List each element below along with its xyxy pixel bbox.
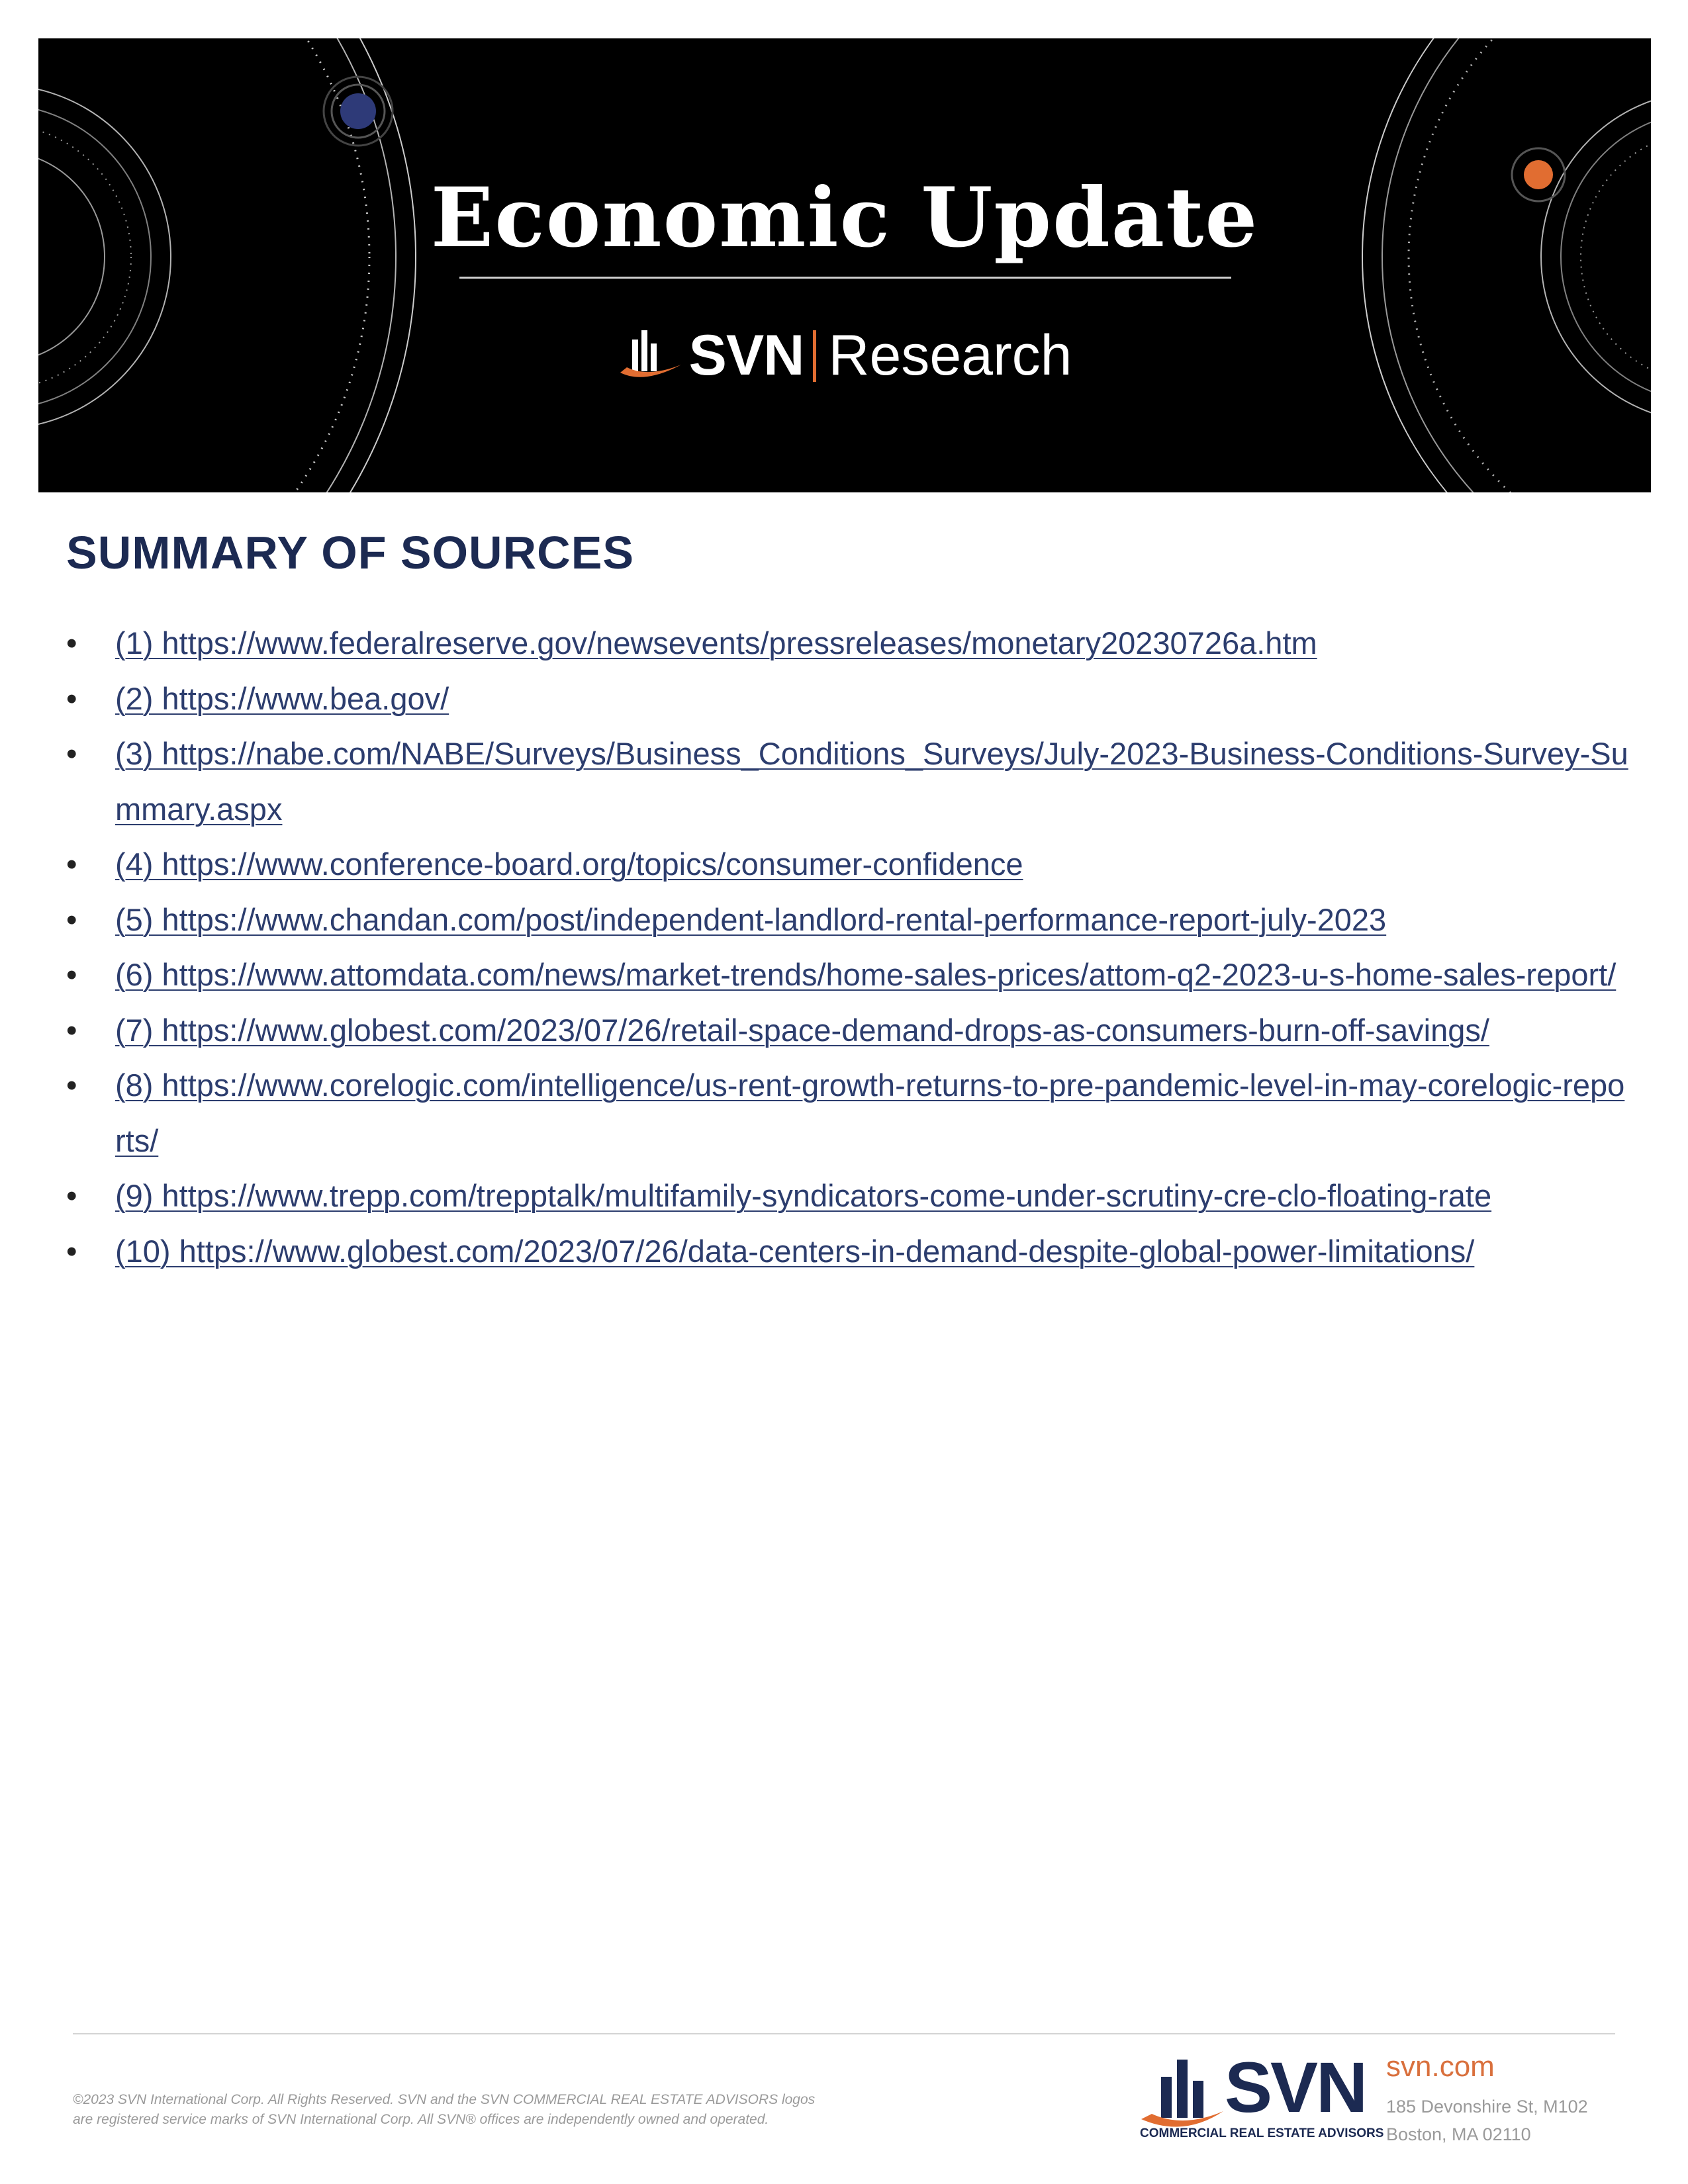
sources-list [66, 615, 1628, 1279]
list-item [66, 947, 1628, 1003]
brand-lockup [38, 323, 1651, 388]
source-link-5[interactable]: (5) https://www.chandan.com/post/independent-landlord-rental-performance-report-july-2023 [115, 901, 1387, 937]
source-link-10[interactable]: (10) https://www.globest.com/2023/07/26/data-centers-in-demand-despite-global-power-limitations/ [115, 1233, 1475, 1269]
address-line-1: 185 Devonshire St, M102 [1386, 2097, 1588, 2116]
svn-logo-icon [618, 326, 684, 386]
brand-separator [813, 330, 816, 382]
source-link-8[interactable]: (8) https://www.corelogic.com/intelligence/us-rent-growth-returns-to-pre-pandemic-level-in-may-corelogic-reports/ [115, 1068, 1625, 1158]
source-link-6[interactable]: (6) https://www.attomdata.com/news/market-trends/home-sales-prices/attom-q2-2023-u-s-home-sales-report/ [115, 957, 1617, 992]
list-item [66, 1168, 1628, 1224]
source-link-4[interactable]: (4) https://www.conference-board.org/topics/consumer-confidence [115, 846, 1023, 882]
bullet-icon: • [66, 625, 77, 660]
footer-tagline: COMMERCIAL REAL ESTATE ADVISORS [1140, 2126, 1384, 2140]
header-banner [38, 38, 1651, 492]
list-item [66, 837, 1628, 892]
source-link-2[interactable]: (2) https://www.bea.gov/ [115, 680, 449, 716]
list-item [66, 1003, 1628, 1058]
title-divider [459, 277, 1231, 279]
address-line-2: Boston, MA 02110 [1386, 2124, 1531, 2144]
list-item [66, 726, 1628, 837]
list-item [66, 615, 1628, 671]
source-link-1[interactable]: (1) https://www.federalreserve.gov/newsevents/pressreleases/monetary20230726a.htm [115, 625, 1317, 660]
bullet-icon: • [66, 957, 77, 992]
bullet-icon: • [66, 846, 77, 882]
website-link[interactable]: svn.com [1386, 2050, 1495, 2083]
footer-logo-text: SVN [1225, 2047, 1366, 2127]
list-item [66, 1058, 1628, 1168]
section-title: SUMMARY OF SOURCES [66, 527, 635, 578]
bullet-icon: • [66, 736, 77, 771]
source-link-9[interactable]: (9) https://www.trepp.com/trepptalk/multifamily-syndicators-come-under-scrutiny-cre-clo-floating-rate [115, 1178, 1492, 1213]
page-title: Economic Update [430, 170, 1259, 266]
bullet-icon: • [66, 1068, 77, 1103]
source-link-3[interactable]: (3) https://nabe.com/NABE/Surveys/Business_Conditions_Surveys/July-2023-Business-Conditions-Survey-Summary.aspx [115, 736, 1628, 827]
legal-line-1: ©2023 SVN International Corp. All Rights Reserved. SVN and the SVN COMMERCIAL REAL ESTATE ADVISORS logos [73, 2092, 816, 2107]
brand-name: SVN [688, 324, 804, 387]
bullet-icon: • [66, 1012, 77, 1048]
footer-divider [73, 2033, 1615, 2034]
bullet-icon: • [66, 1233, 77, 1269]
bullet-icon: • [66, 901, 77, 937]
bullet-icon: • [66, 1178, 77, 1213]
legal-notice [73, 2090, 933, 2130]
list-item [66, 671, 1628, 727]
legal-line-2: are registered service marks of SVN International Corp. All SVN® offices are independently owned and operated. [73, 2112, 769, 2127]
bullet-icon: • [66, 680, 77, 716]
list-item [66, 892, 1628, 948]
source-link-7[interactable]: (7) https://www.globest.com/2023/07/26/retail-space-demand-drops-as-consumers-burn-off-savings/ [115, 1012, 1489, 1048]
office-address [1386, 2093, 1588, 2148]
brand-division: Research [828, 324, 1072, 387]
list-item [66, 1224, 1628, 1279]
